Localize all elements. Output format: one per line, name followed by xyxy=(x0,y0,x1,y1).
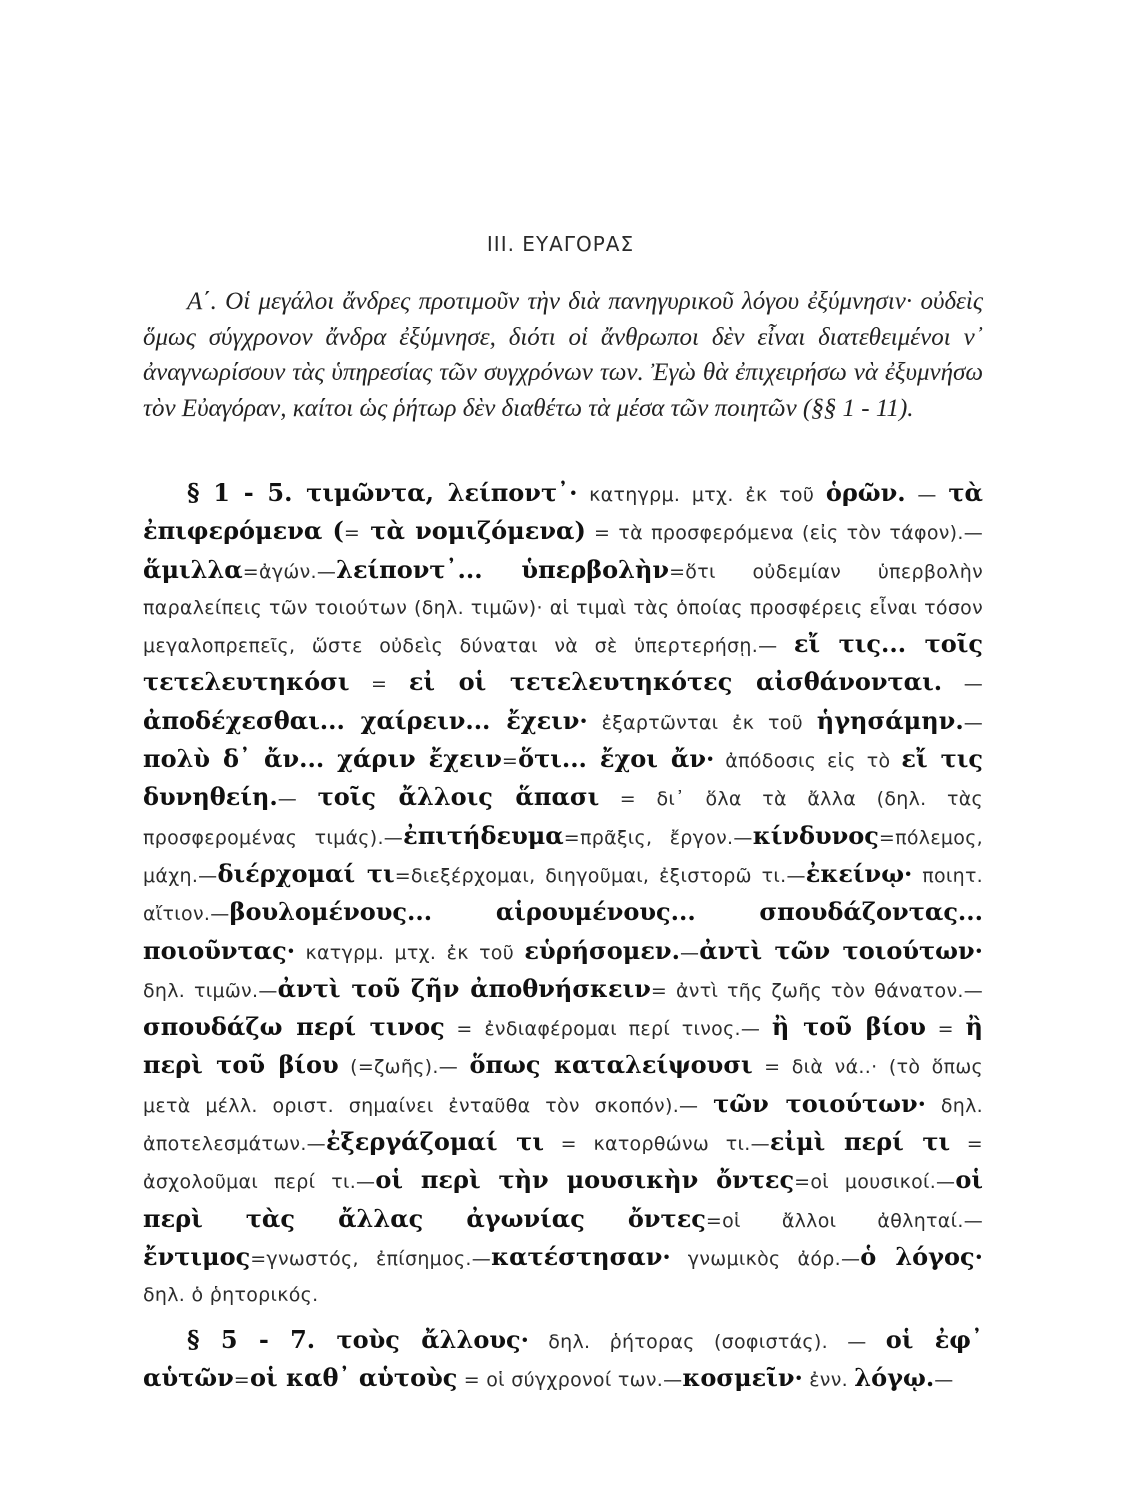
note-lemma: ὅπως καταλείψουσι xyxy=(469,1050,753,1080)
note-lemma: οἱ ἐφ᾽ αὑτῶν xyxy=(143,1325,984,1393)
note-lemma: ὁρῶν. xyxy=(825,478,906,507)
note-lemma: εὑρήσομεν. xyxy=(524,935,680,965)
note-gloss: — xyxy=(963,711,983,734)
note-lemma: ἀποδέχεσθαι... χαίρειν... ἔχειν· xyxy=(143,705,588,735)
commentary-notes-5-7 xyxy=(143,1322,983,1399)
note-lemma: ἔντιμος xyxy=(143,1241,251,1271)
note-lemma: εἴ τις δυνηθείη. xyxy=(143,744,983,812)
note-gloss: = κατορθώνω τι.— xyxy=(543,1133,770,1156)
note-gloss: =πρᾶξις, ἔργον.— xyxy=(563,826,753,849)
note-lemma: § 1 - 5. τιμῶντα, λείποντ᾽· xyxy=(187,478,578,507)
note-gloss: =ὅτι οὐδεμίαν ὑπερβολὴν παραλείπεις τῶν τοιούτων (δηλ. τιμῶν)· αἱ τιμαὶ τὰς ὁποίας προσφέρεις εἶναι τόσον μεγαλοπρεπεῖς, ὥστε οὐδεὶς δύναται νὰ σὲ ὑπερτερήσῃ.— xyxy=(143,560,983,658)
note-lemma: ἐξεργάζομαί τι xyxy=(325,1127,544,1157)
note-lemma: κατέστησαν· xyxy=(491,1241,671,1271)
note-gloss: = ἀσχολοῦμαι περί τι.— xyxy=(143,1133,984,1194)
note-lemma: τὰ ἐπιφερόμενα ( xyxy=(143,478,983,546)
note-lemma: ἅμιλλα xyxy=(143,554,243,584)
note-gloss: ἐξαρτῶνται ἐκ τοῦ xyxy=(587,711,817,734)
note-gloss: = οἱ σύγχρονοί των.— xyxy=(457,1369,683,1392)
note-lemma: ὅτι... ἔχοι ἄν· xyxy=(518,744,715,774)
note-gloss: γνωμικὸς ἀόρ.— xyxy=(670,1247,861,1270)
note-lemma: ἐκείνῳ· xyxy=(805,858,913,888)
note-lemma: τὰ νομιζόμενα) xyxy=(360,516,586,546)
note-lemma: πολὺ δ᾽ ἄν... χάριν ἔχειν xyxy=(143,744,502,774)
note-gloss: = διὰ νά..· (τὸ ὅπως μετὰ μέλλ. οριστ. σημαίνει ἐνταῦθα τὸν σκοπόν).— xyxy=(143,1056,984,1117)
running-head: III. ΕΥΑΓΟΡΑΣ xyxy=(486,232,635,256)
note-lemma: εἴ τις... τοῖς τετελευτηκόσι xyxy=(143,629,983,697)
note-lemma: εἰμὶ περί τι xyxy=(769,1127,951,1157)
note-gloss: ποιητ. αἴτιον.— xyxy=(143,864,984,926)
note-gloss: =οἱ μουσικοί.— xyxy=(794,1171,956,1194)
note-gloss: ἐνν. xyxy=(802,1369,855,1392)
note-lemma: § 5 - 7. τοὺς ἄλλους· xyxy=(187,1325,529,1354)
note-lemma: τῶν τοιούτων· xyxy=(713,1088,927,1118)
note-lemma: ἢ περὶ τοῦ βίου xyxy=(143,1012,983,1080)
note-gloss: = ἐνδιαφέρομαι περί τινος.— xyxy=(444,1018,772,1041)
note-lemma: ὁ λόγος· xyxy=(860,1241,983,1271)
note-lemma: κοσμεῖν· xyxy=(682,1363,803,1393)
note-gloss: — xyxy=(942,673,983,696)
note-lemma: κίνδυνος xyxy=(752,820,879,850)
note-gloss: δηλ. ἀποτελεσμάτων.— xyxy=(143,1094,983,1156)
note-gloss: κατηγρμ. μτχ. ἐκ τοῦ xyxy=(577,484,826,506)
note-lemma: εἰ οἱ τετελευτηκότες αἰσθάνονται. xyxy=(408,667,943,697)
note-gloss: δηλ. ῥήτορας (σοφιστάς). — xyxy=(528,1331,886,1353)
note-lemma: ἀντὶ τοῦ ζῆν ἀποθνήσκειν xyxy=(277,973,651,1003)
note-gloss: = xyxy=(925,1018,966,1041)
note-gloss: κατγρμ. μτχ. ἐκ τοῦ xyxy=(295,941,525,964)
note-gloss: δηλ. τιμῶν.— xyxy=(143,979,278,1002)
note-gloss: = δι᾽ ὅλα τὰ ἄλλα (δηλ. τὰς προσφερομένας τιμάς).— xyxy=(143,788,984,849)
note-gloss: = xyxy=(501,750,519,773)
note-lemma: διέρχομαί τι xyxy=(217,858,395,888)
note-gloss: =πόλεμος, μάχη.— xyxy=(143,826,983,887)
note-lemma: λείποντ᾽... ὑπερβολὴν xyxy=(336,554,670,584)
note-gloss: = ἀντὶ τῆς ζωῆς τὸν θάνατον.— xyxy=(650,979,983,1002)
note-lemma: οἱ περὶ τὴν μουσικὴν ὄντες xyxy=(375,1165,795,1195)
note-gloss: =ἀγών.— xyxy=(242,560,337,583)
note-gloss: — xyxy=(934,1369,954,1392)
chapter-summary: Α΄. Οἱ μεγάλοι ἄνδρες προτιμοῦν τὴν διὰ πανηγυρικοῦ λόγου ἐξύμνησιν· οὐδεὶς ὅμως σύγχρονον ἄνδρα ἐξύμνησε, διότι οἱ ἄνθρωποι δὲν εἶναι διατεθειμένοι ν᾽ ἀναγνωρίσουν τὰς ὑπηρεσίας τῶν συγχρόνων των. Ἐγὼ θὰ ἐπιχειρήσω νὰ ἐξυμνήσω τὸν Εὐαγόραν, καίτοι ὡς ῥήτωρ δὲν διαθέτω τὰ μέσα τῶν ποιητῶν (§§ 1 - 11). xyxy=(143,288,983,422)
note-lemma: οἱ καθ᾽ αὑτοὺς xyxy=(250,1363,458,1393)
note-lemma: τοῖς ἄλλοις ἅπασι xyxy=(317,782,600,812)
note-gloss: ἀπόδοσις εἰς τὸ xyxy=(714,750,902,773)
note-lemma: ἢ τοῦ βίου xyxy=(771,1012,926,1042)
note-gloss: (=ζωῆς).— xyxy=(338,1056,470,1079)
note-gloss: — xyxy=(277,788,318,811)
note-gloss: — xyxy=(905,484,949,506)
note-lemma: βουλομένους... αἱρουμένους... σπουδάζοντας... ποιοῦντας· xyxy=(143,897,983,965)
note-gloss: δηλ. ὁ ῥητορικός. xyxy=(143,1284,319,1307)
note-gloss: =οἱ ἄλλοι ἀθληταί.— xyxy=(705,1209,983,1232)
note-lemma: ἡγησάμην. xyxy=(816,705,964,735)
note-lemma: ἐπιτήδευμα xyxy=(403,820,564,850)
note-lemma: σπουδάζω περί τινος xyxy=(143,1012,445,1042)
note-lemma: ἀντὶ τῶν τοιούτων· xyxy=(699,935,983,965)
commentary-notes-1-5 xyxy=(143,475,983,1314)
note-gloss: = xyxy=(343,522,361,545)
note-gloss: = τὰ προσφερόμενα (εἰς τὸν τάφον).— xyxy=(585,522,984,545)
note-gloss: = xyxy=(349,673,409,696)
note-gloss: — xyxy=(679,941,700,964)
note-gloss: = xyxy=(233,1369,251,1392)
note-gloss: =γνωστός, ἐπίσημος.— xyxy=(250,1247,492,1270)
note-gloss: =διεξέρχομαι, διηγοῦμαι, ἐξιστορῶ τι.— xyxy=(394,864,806,887)
note-lemma: οἱ περὶ τὰς ἄλλας ἀγωνίας ὄντες xyxy=(143,1165,983,1233)
note-lemma: λόγῳ. xyxy=(854,1363,935,1393)
